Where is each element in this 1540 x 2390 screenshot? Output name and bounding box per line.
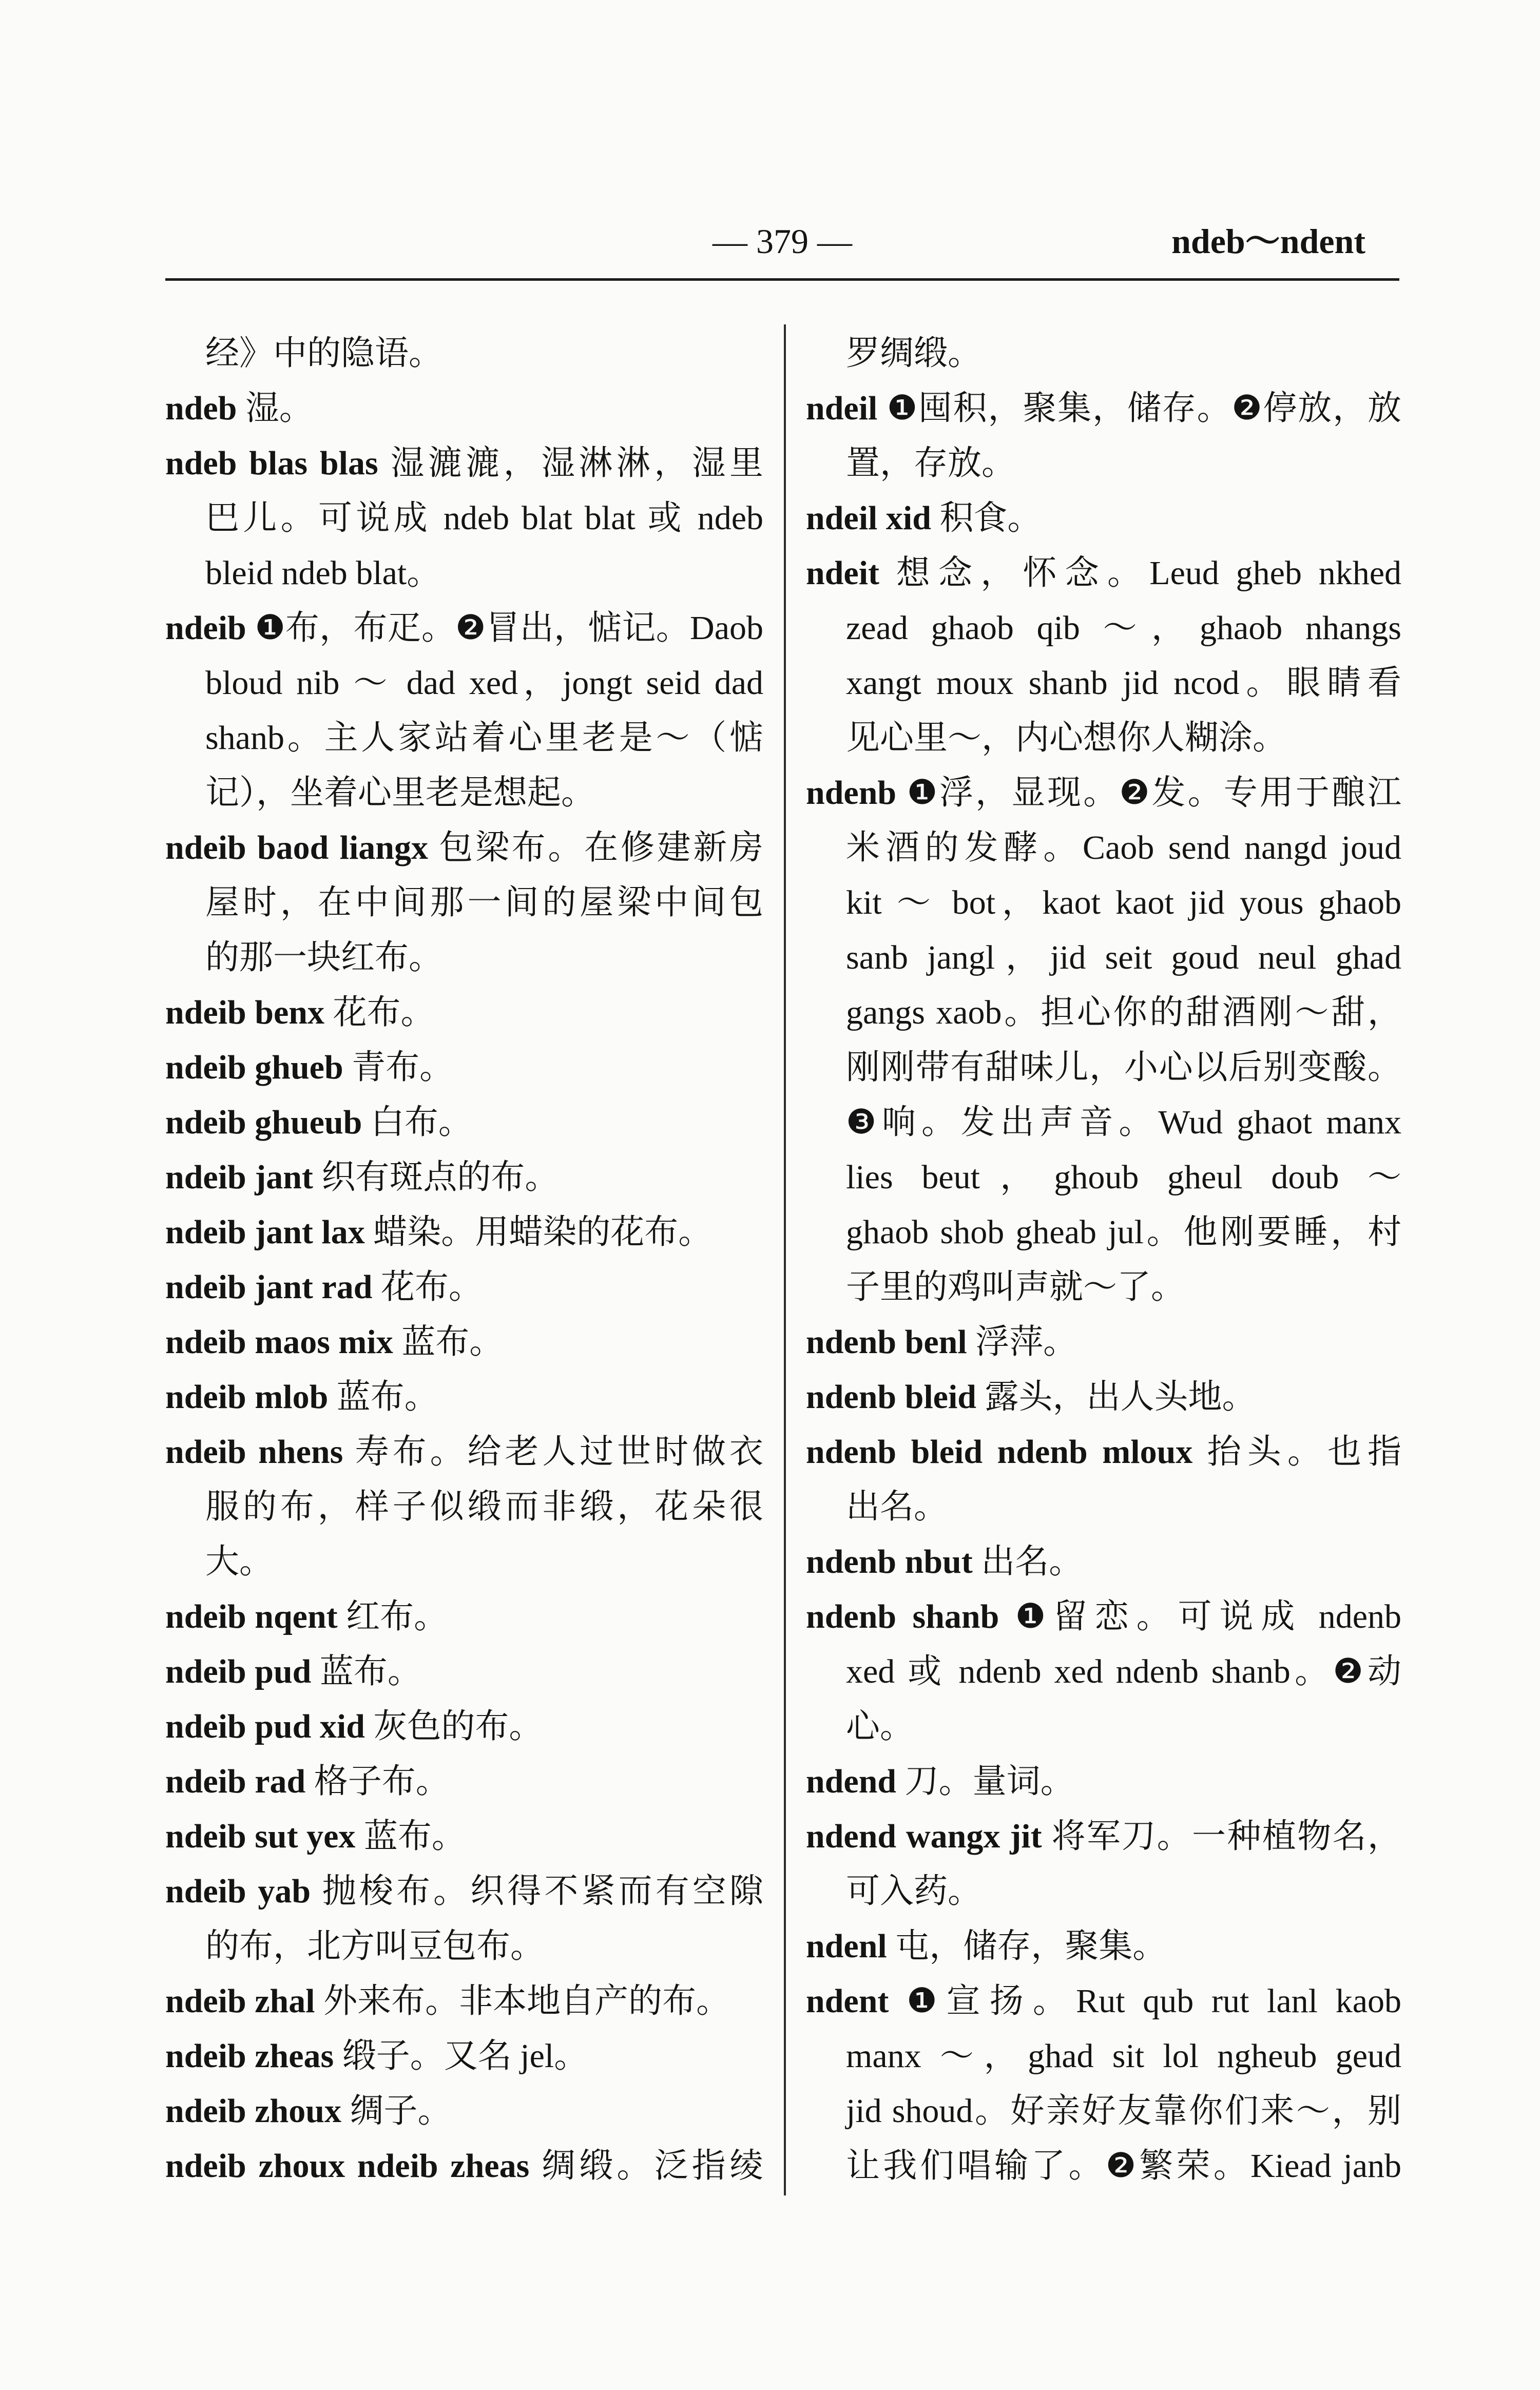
dictionary-entry xyxy=(806,765,1401,1315)
headword: ndenb bleid ndenb mloux xyxy=(806,1433,1193,1471)
entry-line xyxy=(806,875,1401,930)
dictionary-entry xyxy=(806,326,1401,381)
headword: ndeib sut yex xyxy=(165,1818,356,1855)
dictionary-entry xyxy=(165,985,763,1040)
definition-text: lies beut，ghoub gheul doub ～ xyxy=(846,1159,1401,1196)
entry-line xyxy=(806,326,1401,381)
definition-text: 巴儿。可说成 ndeb blat blat 或 ndeb xyxy=(205,499,763,537)
dictionary-entry xyxy=(165,1370,763,1424)
entry-line xyxy=(165,875,763,930)
entry-line xyxy=(165,601,763,656)
definition-text: 积食。 xyxy=(939,499,1042,537)
definition-text: 出名。 xyxy=(846,1488,948,1526)
guide-words: ndeb～ndent xyxy=(1171,222,1365,261)
headword: ndeib zhoux xyxy=(165,2092,341,2130)
entry-line xyxy=(165,1644,763,1699)
headword: ndend wangx jit xyxy=(806,1818,1042,1855)
entry-line xyxy=(806,1754,1401,1809)
entry-line xyxy=(806,2029,1401,2084)
definition-text: 灰色的布。 xyxy=(373,1708,543,1745)
entry-line xyxy=(165,1699,763,1754)
definition-text: ❶布，布疋。❷冒出，惦记。Daob xyxy=(255,609,763,647)
entry-line xyxy=(806,2138,1401,2193)
entry-line xyxy=(165,1095,763,1150)
header-rule xyxy=(165,278,1399,281)
dictionary-entry xyxy=(806,1974,1401,2193)
entry-line xyxy=(806,1370,1401,1424)
definition-text: sanb jangl，jid seit goud neul ghad xyxy=(846,939,1401,976)
definition-text: ❸响。发出声音。Wud ghaot manx xyxy=(846,1104,1401,1141)
entry-line xyxy=(806,930,1401,985)
headword: ndeil xyxy=(806,390,878,427)
entry-line xyxy=(806,1260,1401,1315)
definition-text: 刀。量词。 xyxy=(904,1763,1074,1800)
dictionary-entry xyxy=(806,1589,1401,1754)
dictionary-entry xyxy=(165,1040,763,1095)
definition-text: ❶留恋。可说成 ndenb xyxy=(1015,1598,1401,1635)
definition-text: manx ～，ghad sit lol ngheub geud xyxy=(846,2037,1401,2075)
entry-line xyxy=(806,1424,1401,1479)
entry-line xyxy=(806,1699,1401,1754)
headword: ndenl xyxy=(806,1928,887,1965)
entry-line xyxy=(806,1919,1401,1974)
entry-line xyxy=(806,1864,1401,1919)
entry-line xyxy=(165,930,763,985)
headword: ndeib zhal xyxy=(165,1982,315,2020)
entry-line xyxy=(165,1150,763,1205)
entry-line xyxy=(165,2084,763,2138)
definition-text: 的布，北方叫豆包布。 xyxy=(205,1928,544,1965)
definition-text: zead ghaob qib ～，ghaob nhangs xyxy=(846,609,1401,647)
headword: ndeb xyxy=(165,390,237,427)
entry-line xyxy=(806,710,1401,765)
definition-text: 蜡染。用蜡染的花布。 xyxy=(373,1213,713,1251)
headword: ndenb nbut xyxy=(806,1543,973,1581)
entry-line xyxy=(165,656,763,710)
definition-text: ghaob shob gheab jul。他刚要睡，村 xyxy=(846,1213,1401,1251)
dictionary-entry xyxy=(165,1424,763,1589)
definition-text: 子里的鸡叫声就～了。 xyxy=(846,1268,1185,1306)
definition-text: 花布。 xyxy=(380,1268,483,1306)
page-number: — 379 — xyxy=(713,222,852,261)
headword: ndenb shanb xyxy=(806,1598,999,1635)
dictionary-entry xyxy=(165,820,763,985)
definition-text: 格子布。 xyxy=(314,1763,450,1800)
definition-text: 将军刀。一种植物名， xyxy=(1051,1818,1401,1855)
headword: ndeib maos mix xyxy=(165,1323,393,1361)
headword: ndent xyxy=(806,1982,889,2020)
entry-line xyxy=(165,710,763,765)
entry-line xyxy=(165,1315,763,1370)
dictionary-entry xyxy=(806,1370,1401,1424)
dictionary-entry xyxy=(165,1315,763,1370)
dictionary-entry xyxy=(165,1644,763,1699)
entry-line xyxy=(806,1315,1401,1370)
definition-text: ❶浮，显现。❷发。专用于酿江 xyxy=(907,774,1401,812)
definition-text: 的那一块红布。 xyxy=(205,939,442,976)
headword: ndeib jant lax xyxy=(165,1213,365,1251)
definition-text: 刚刚带有甜味儿，小心以后别变酸。 xyxy=(846,1049,1401,1086)
headword: ndenb bleid xyxy=(806,1378,976,1416)
definition-text: xed 或 ndenb xed ndenb shanb。❷动 xyxy=(846,1653,1401,1690)
column-divider xyxy=(784,324,786,2195)
definition-text: 记），坐着心里老是想起。 xyxy=(205,774,595,812)
dictionary-entry xyxy=(806,1919,1401,1974)
entry-line xyxy=(806,1479,1401,1534)
definition-text: ❶囤积，聚集，储存。❷停放，放 xyxy=(887,390,1401,427)
headword: ndeib nqent xyxy=(165,1598,338,1635)
dictionary-entry xyxy=(165,1205,763,1260)
entry-line xyxy=(806,1534,1401,1589)
headword: ndeib zhoux ndeib zheas xyxy=(165,2147,530,2185)
entry-line xyxy=(165,1589,763,1644)
definition-text: 心。 xyxy=(846,1708,914,1745)
definition-text: 蓝布。 xyxy=(363,1818,466,1855)
entry-line xyxy=(165,1260,763,1315)
dictionary-entry xyxy=(165,1589,763,1644)
dictionary-entry xyxy=(165,1864,763,1974)
entry-line xyxy=(806,491,1401,546)
definition-text: 让我们唱输了。❷繁荣。Kiead janb xyxy=(846,2147,1401,2185)
definition-text: shanb。主人家站着心里老是～（惦 xyxy=(205,719,763,757)
entry-line xyxy=(806,1809,1401,1864)
definition-text: 屋时，在中间那一间的屋梁中间包 xyxy=(205,884,763,921)
headword: ndeib baod liangx xyxy=(165,829,428,866)
dictionary-entry xyxy=(165,1809,763,1864)
entry-line xyxy=(165,1479,763,1534)
definition-text: 包梁布。在修建新房 xyxy=(439,829,763,866)
entry-line xyxy=(806,656,1401,710)
dictionary-entry xyxy=(806,546,1401,765)
definition-text: 红布。 xyxy=(346,1598,448,1635)
headword: ndeib zheas xyxy=(165,2037,334,2075)
dictionary-entry xyxy=(806,381,1401,491)
entry-line xyxy=(165,1534,763,1589)
dictionary-entry xyxy=(165,2029,763,2084)
definition-text: 蓝布。 xyxy=(319,1653,421,1690)
definition-text: 青布。 xyxy=(352,1049,454,1086)
entry-line xyxy=(165,1864,763,1919)
entry-line xyxy=(165,1370,763,1424)
dictionary-entry xyxy=(806,1809,1401,1919)
dictionary-entry xyxy=(806,1754,1401,1809)
headword: ndenb benl xyxy=(806,1323,967,1361)
dictionary-entry xyxy=(165,601,763,820)
headword: ndeib jant xyxy=(165,1159,313,1196)
dictionary-entry xyxy=(806,1424,1401,1534)
entry-line xyxy=(165,1754,763,1809)
dictionary-entry xyxy=(165,2138,763,2193)
headword: ndeib ghueub xyxy=(165,1104,362,1141)
definition-text: gangs xaob。担心你的甜酒刚～甜， xyxy=(846,994,1401,1031)
entry-line xyxy=(806,1644,1401,1699)
dictionary-entry xyxy=(165,1699,763,1754)
entry-line xyxy=(806,2084,1401,2138)
entry-line xyxy=(165,2138,763,2193)
definition-text: 浮萍。 xyxy=(975,1323,1077,1361)
dictionary-entry xyxy=(165,1095,763,1150)
entry-line xyxy=(165,491,763,546)
definition-text: 蓝布。 xyxy=(336,1378,438,1416)
definition-text: 可入药。 xyxy=(846,1873,981,1910)
definition-text: 蓝布。 xyxy=(401,1323,504,1361)
entry-line xyxy=(165,546,763,601)
entry-line xyxy=(165,1040,763,1095)
definition-text: 露头，出人头地。 xyxy=(985,1378,1256,1416)
entry-line xyxy=(165,1205,763,1260)
entry-line xyxy=(806,601,1401,656)
dictionary-entry xyxy=(165,326,763,381)
headword: ndenb xyxy=(806,774,897,812)
dictionary-entry xyxy=(806,1315,1401,1370)
entry-line xyxy=(806,985,1401,1040)
headword: ndeib yab xyxy=(165,1873,311,1910)
headword: ndeib rad xyxy=(165,1763,306,1800)
entry-line xyxy=(806,1205,1401,1260)
headword: ndeib pud xyxy=(165,1653,312,1690)
entry-line xyxy=(165,381,763,436)
entry-line xyxy=(165,326,763,381)
entry-line xyxy=(165,1424,763,1479)
definition-text: bloud nib ～ dad xed，jongt seid dad xyxy=(205,664,763,702)
definition-text: 抛梭布。织得不紧而有空隙 xyxy=(322,1873,763,1910)
definition-text: 屯，储存，聚集。 xyxy=(895,1928,1167,1965)
entry-line xyxy=(165,436,763,491)
definition-text: 白布。 xyxy=(370,1104,472,1141)
entry-line xyxy=(165,2029,763,2084)
headword: ndeib ghueb xyxy=(165,1049,343,1086)
entry-line xyxy=(806,1095,1401,1150)
definition-text: bleid ndeb blat。 xyxy=(205,554,441,592)
right-column xyxy=(806,326,1401,2193)
entry-line xyxy=(806,1150,1401,1205)
definition-text: xangt moux shanb jid ncod。眼睛看 xyxy=(846,664,1401,702)
headword: ndend xyxy=(806,1763,897,1800)
dictionary-entry xyxy=(165,2084,763,2138)
headword: ndeb blas blas xyxy=(165,445,378,482)
dictionary-entry xyxy=(165,1974,763,2029)
entry-line xyxy=(165,1919,763,1974)
entry-line xyxy=(806,1040,1401,1095)
entry-line xyxy=(165,1974,763,2029)
entry-line xyxy=(806,765,1401,820)
entry-line xyxy=(165,985,763,1040)
entry-line xyxy=(806,1974,1401,2029)
entry-line xyxy=(165,765,763,820)
left-column xyxy=(165,326,763,2193)
dictionary-entry xyxy=(806,1534,1401,1589)
definition-text: 绸子。 xyxy=(350,2092,452,2130)
definition-text: 大。 xyxy=(205,1543,273,1581)
definition-text: jid shoud。好亲好友靠你们来～，别 xyxy=(846,2092,1401,2130)
definition-text: 外来布。非本地自产的布。 xyxy=(323,1982,730,2020)
entry-line xyxy=(806,820,1401,875)
headword: ndeib benx xyxy=(165,994,324,1031)
headword: ndeib nhens xyxy=(165,1433,343,1471)
entry-line xyxy=(806,1589,1401,1644)
headword: ndeib xyxy=(165,609,246,647)
entry-line xyxy=(806,381,1401,436)
entry-line xyxy=(165,1809,763,1864)
definition-text: 罗绸缎。 xyxy=(846,335,981,372)
definition-text: 想念，怀念。Leud gheb nkhed xyxy=(896,554,1401,592)
definition-text: ❶宣扬。Rut qub rut lanl kaob xyxy=(907,1982,1401,2020)
definition-text: 抬头。也指 xyxy=(1207,1433,1401,1471)
headword: ndeib jant rad xyxy=(165,1268,373,1306)
entry-line xyxy=(806,546,1401,601)
dictionary-entry xyxy=(165,1150,763,1205)
headword: ndeib mlob xyxy=(165,1378,329,1416)
definition-text: 出名。 xyxy=(981,1543,1083,1581)
definition-text: kit ～ bot，kaot kaot jid yous ghaob xyxy=(846,884,1401,921)
definition-text: 花布。 xyxy=(333,994,435,1031)
definition-text: 湿漉漉，湿淋淋，湿里 xyxy=(390,445,763,482)
dictionary-entry xyxy=(165,1754,763,1809)
definition-text: 织有斑点的布。 xyxy=(321,1159,559,1196)
dictionary-entry xyxy=(165,436,763,601)
definition-text: 寿布。给老人过世时做衣 xyxy=(355,1433,763,1471)
dictionary-entry xyxy=(165,1260,763,1315)
entry-line xyxy=(806,436,1401,491)
headword: ndeit xyxy=(806,554,880,592)
definition-text: 经》中的隐语。 xyxy=(205,335,442,372)
dictionary-entry xyxy=(806,491,1401,546)
headword: ndeib pud xid xyxy=(165,1708,365,1745)
definition-text: 见心里～，内心想你人糊涂。 xyxy=(846,719,1286,757)
entry-line xyxy=(165,820,763,875)
definition-text: 湿。 xyxy=(245,390,313,427)
headword: ndeil xid xyxy=(806,499,931,537)
definition-text: 服的布，样子似缎而非缎，花朵很 xyxy=(205,1488,763,1526)
dictionary-entry xyxy=(165,381,763,436)
definition-text: 置，存放。 xyxy=(846,445,1015,482)
definition-text: 缎子。又名 jel。 xyxy=(342,2037,588,2075)
definition-text: 绸缎。泛指绫 xyxy=(542,2147,763,2185)
definition-text: 米酒的发酵。Caob send nangd joud xyxy=(846,829,1401,866)
